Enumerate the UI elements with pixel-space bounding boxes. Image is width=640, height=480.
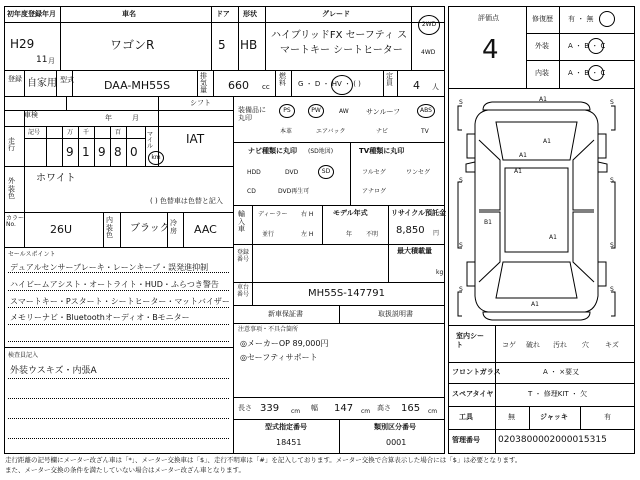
equip-sunroof: サンルーフ	[366, 108, 401, 116]
type-no-label: 型式指定番号	[265, 423, 307, 431]
odo-label: 走行	[8, 137, 15, 152]
color-no-label: カラーNo.	[6, 215, 25, 228]
damage-left-door: B1	[484, 219, 492, 226]
nav-sd-map: (SD地図)	[308, 148, 334, 155]
reg-no-label: 登録番号	[237, 249, 250, 263]
color-no: 26U	[50, 223, 73, 236]
repair-label: 修復歴	[532, 15, 553, 23]
capacity-unit: 人	[432, 83, 439, 91]
odo-digit-2: 1	[82, 145, 90, 159]
displacement-unit: cc	[262, 83, 270, 91]
seat-burn: コゲ	[502, 341, 516, 349]
load-unit: kg	[436, 269, 444, 276]
nav-dvd-play: DVD再生可	[278, 188, 310, 195]
reg-month-unit: 月	[48, 57, 55, 65]
recycle-label: リサイクル預託金	[391, 209, 447, 217]
load-label: 最大積載量	[397, 247, 432, 255]
equip-leather: 本革	[280, 128, 293, 135]
model-year-label: モデル年式	[333, 209, 368, 217]
mgmt-no-label: 管理番号	[452, 436, 480, 444]
equip-abs: ABS	[420, 107, 432, 114]
spare-tire-label: スペアタイヤ	[452, 390, 494, 398]
nav-dvd: DVD	[285, 169, 299, 176]
inspector-note: 外装ウスキズ・内張A	[10, 366, 97, 376]
sen-label: 千	[83, 129, 90, 136]
score-label: 評価点	[478, 14, 499, 22]
notes-line-1: ◎メーカーOP 89,000円	[240, 339, 329, 348]
jack-label: ジャッキ	[540, 413, 568, 421]
equip-tv: TV	[421, 128, 429, 135]
import-parallel: 並行	[262, 231, 275, 238]
height-unit: cm	[428, 408, 438, 415]
interior-seat-label: 室内シート	[456, 332, 484, 350]
sales-point-3: スマートキー・Pスタート・シートヒーター・マットバイザー	[10, 297, 230, 306]
car-name: ワゴンR	[110, 38, 155, 52]
note-label: 記号	[28, 129, 41, 136]
capacity-label: 定員	[386, 72, 393, 87]
s-mark-ml2: S	[459, 242, 463, 249]
s-mark-mr2: S	[610, 242, 614, 249]
recycle-amount: 8,850	[396, 225, 425, 236]
s-mark-rl: S	[459, 286, 463, 293]
length-unit: cm	[291, 408, 301, 415]
man-label: 万	[67, 129, 74, 136]
exterior-grade-options: A ・ B ・ C	[568, 42, 606, 50]
doors-label: ドア	[216, 10, 230, 18]
inspection-label: 車検	[24, 111, 38, 119]
seat-dirt: 汚れ	[553, 341, 567, 349]
reg-label: 登録	[8, 75, 22, 83]
ac-type: AAC	[194, 223, 217, 236]
warranty-guarantee: 新車保証書	[268, 310, 303, 318]
usage: 自家用	[27, 78, 57, 89]
hyaku-label: 百	[115, 129, 122, 136]
type-no: 18451	[276, 438, 302, 447]
ac-label: 冷房	[170, 219, 177, 235]
reg-year: H29	[10, 37, 35, 51]
grade-line-2: マートキー シートヒーター	[280, 45, 403, 56]
spare-tire-value: T ・ 修理KIT ・ 欠	[528, 390, 588, 398]
damage-roof-rear: A1	[549, 234, 557, 241]
shift-type: IAT	[186, 132, 205, 146]
width-label: 幅	[311, 404, 318, 412]
jack-value: 有	[604, 413, 611, 421]
s-mark-mr: S	[610, 177, 614, 184]
exterior-grade-label: 外装	[535, 42, 549, 50]
odo-digit-5: 0	[130, 145, 138, 159]
s-mark-rr: S	[610, 286, 614, 293]
equip-ps: PS	[283, 107, 291, 114]
inspection-year-unit: 年	[105, 114, 112, 122]
notes-label: 注意事項・不具合箇所	[238, 326, 299, 333]
car-name-label: 車名	[122, 10, 136, 18]
s-mark-fl: S	[459, 99, 463, 106]
sales-point-2: ハイビームアシスト・オートライト・HUD・ふらつき警告	[10, 280, 219, 289]
seat-tear: 破れ	[526, 341, 540, 349]
class-no: 0001	[386, 438, 407, 447]
damage-fender: A1	[519, 152, 527, 159]
inspector-label: 検査員記入	[8, 352, 39, 359]
exterior-color: ホワイト	[36, 173, 76, 184]
nav-cd: CD	[247, 188, 256, 195]
drive-4wd: 4WD	[421, 49, 436, 56]
length-value: 339	[260, 403, 280, 414]
exterior-note: ( ) 色替車は色替と記入	[150, 197, 223, 205]
damage-hood: A1	[543, 138, 551, 145]
equip-airbag: エアバック	[316, 128, 346, 135]
sales-point-1: デュアルセンサーブレーキ・レーンキープ・誤発進抑制	[10, 263, 209, 272]
exterior-label: 外装色	[8, 177, 15, 201]
reg-month: 11	[36, 55, 48, 65]
displacement-label: 排気量	[200, 72, 207, 94]
sales-points-label: セールスポイント	[8, 251, 56, 258]
mgmt-no-value: 0203800002000015315	[498, 435, 607, 445]
import-left: 左 H	[301, 231, 314, 238]
nav-sd: SD	[321, 168, 331, 175]
footer-line-1: 走行距離の記号欄にメーター改ざん車は「*」、メーター交換車は「$」、走行不明車は「#」を記入しております。メーター交換で合算表示した場合には「$」は必要となります。	[5, 456, 522, 464]
import-right: 右 H	[301, 211, 314, 218]
equip-pw: PW	[311, 107, 321, 114]
width-value: 147	[334, 403, 354, 414]
interior-grade-options: A ・ B ・ C	[568, 69, 606, 77]
recycle-yen: 円	[433, 230, 440, 237]
chassis-label: 車台番号	[237, 284, 250, 298]
drive-2wd: 2WD	[421, 21, 437, 28]
footer-line-2: また、メーター交換の条件を満たしていない場合はメーター改ざん車となります。	[5, 466, 245, 474]
tv-oneseg: ワンセグ	[406, 169, 431, 176]
s-mark-ml: S	[459, 177, 463, 184]
notes-line-2: ◎セーフティサポート	[240, 353, 318, 362]
mile-label: マイル	[147, 131, 154, 150]
equip-navi: ナビ	[376, 128, 389, 135]
warranty-manual: 取扱説明書	[378, 310, 413, 318]
grade-label: グレード	[322, 10, 350, 18]
seat-hole: 穴	[582, 341, 589, 349]
windshield-label: フロントガラス	[452, 368, 501, 376]
odo-digit-3: 9	[98, 145, 106, 159]
windshield-value: A ・ ×要又	[543, 368, 580, 376]
nav-label: ナビ種類に丸印	[248, 147, 297, 155]
height-value: 165	[401, 403, 421, 414]
damage-rear-bumper: A1	[531, 301, 539, 308]
fuel-label: 燃料	[279, 72, 286, 87]
body-shape: HB	[240, 38, 258, 52]
capacity: 4	[413, 79, 420, 92]
first-reg-label: 初年度登録年月	[7, 10, 56, 18]
tv-analog: アナログ	[362, 188, 387, 195]
displacement: 660	[228, 79, 249, 92]
chassis-number: MH55S-147791	[308, 288, 386, 299]
import-dealer: ディーラー	[258, 211, 288, 218]
shift-label: シフト	[190, 99, 211, 107]
seat-scratch: キズ	[605, 341, 619, 349]
tools-value: 無	[508, 413, 515, 421]
repair-options: 有 ・ 無	[568, 15, 594, 23]
interior-grade-label: 内装	[535, 69, 549, 77]
sales-point-4: メモリーナビ・Bluetoothオーディオ・Bモニター	[10, 313, 190, 322]
model-year-unknown: 不明	[366, 231, 379, 238]
tv-fullseg: フルセグ	[362, 169, 386, 176]
length-label: 長さ	[238, 404, 252, 412]
odo-digit-4: 8	[114, 145, 122, 159]
interior-color: ブラック	[130, 223, 170, 234]
equip-aw: AW	[339, 108, 349, 115]
inspection-month-unit: 月	[132, 114, 139, 122]
s-mark-fr: S	[610, 99, 614, 106]
width-unit: cm	[361, 408, 371, 415]
shape-label: 形状	[243, 10, 257, 18]
class-no-label: 類別区分番号	[374, 423, 416, 431]
import-label: 輸入車	[238, 210, 245, 234]
damage-pillar: A1	[514, 168, 522, 175]
km-label: km	[151, 154, 161, 161]
grade-line-1: ハイブリッドFX セーフティ ス	[271, 30, 408, 41]
score-value: 4	[482, 35, 499, 65]
door-count: 5	[218, 38, 226, 52]
fuel-options: G ・ D ・ HV ・ ( )	[298, 80, 361, 88]
equipment-label: 装備品に丸印	[238, 106, 266, 123]
interior-color-label: 内装色	[106, 216, 113, 240]
odo-digit-1: 9	[66, 145, 74, 159]
tools-label: 工具	[459, 413, 473, 421]
height-label: 高さ	[377, 404, 391, 412]
model-label: 型式	[60, 76, 74, 84]
model-code: DAA-MH55S	[104, 79, 171, 92]
tv-label: TV種類に丸印	[359, 147, 405, 155]
nav-hdd: HDD	[247, 169, 261, 176]
damage-front-bumper: A1	[539, 96, 547, 103]
model-year-unit: 年	[346, 231, 353, 238]
